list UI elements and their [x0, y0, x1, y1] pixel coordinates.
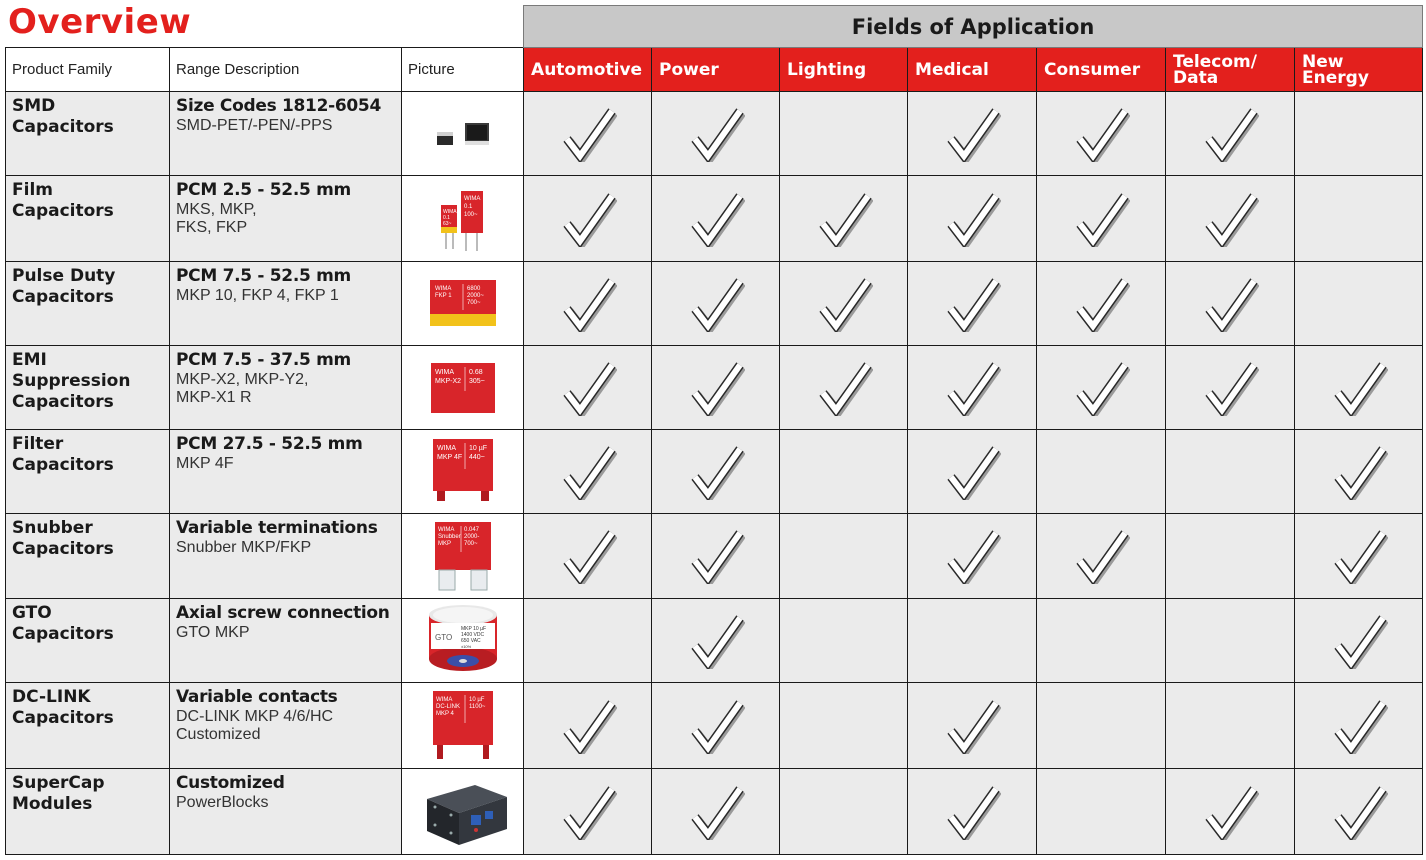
- check-cell: [908, 346, 1037, 430]
- range-title: Variable terminations: [176, 518, 378, 538]
- check-mark-icon: [559, 528, 617, 584]
- check-cell: [652, 430, 780, 514]
- filter-label: 10 µF: [468, 444, 487, 452]
- check-cell: [1166, 176, 1295, 262]
- emi-capacitor-icon: [421, 357, 505, 419]
- product-family-cell: [6, 599, 170, 683]
- dc-link-capacitor-icon: [421, 687, 505, 765]
- check-cell: [780, 514, 908, 599]
- snubber-capacitor-icon: [421, 518, 505, 594]
- snub-label: WIMA: [437, 527, 454, 533]
- filter-label: WIMA: [436, 444, 456, 452]
- check-mark-icon: [1201, 191, 1259, 247]
- range-line: FKS, FKP: [176, 219, 248, 236]
- check-cell: [1037, 346, 1166, 430]
- picture-cell: [402, 514, 524, 599]
- gto-label: GTO: [434, 632, 452, 642]
- pulse-label: 6800: [466, 285, 480, 292]
- range-description-cell: [170, 92, 402, 176]
- check-mark-icon: [687, 106, 745, 162]
- field-label-line: Lighting: [787, 59, 867, 80]
- product-family-cell: [6, 262, 170, 346]
- check-cell: [780, 92, 908, 176]
- gto-capacitor-icon: [421, 603, 505, 679]
- check-cell: [1037, 683, 1166, 769]
- field-power: [652, 48, 780, 92]
- check-cell: [524, 599, 652, 683]
- product-family-cell: [6, 683, 170, 769]
- film-label: 100~: [463, 211, 478, 218]
- picture-cell: [402, 430, 524, 514]
- picture-cell: [402, 92, 524, 176]
- product-family-cell: [6, 430, 170, 514]
- family-line: Filter: [12, 434, 64, 454]
- check-cell: [652, 92, 780, 176]
- range-line: MKP-X2, MKP-Y2,: [176, 371, 309, 388]
- check-mark-icon: [559, 276, 617, 332]
- film-label: 63~: [442, 220, 451, 227]
- family-line: Capacitors: [12, 539, 114, 559]
- dc-label: 10 µF: [468, 696, 484, 703]
- check-cell: [780, 769, 908, 855]
- range-line: MKP 4F: [176, 455, 234, 472]
- check-mark-icon: [687, 528, 745, 584]
- check-mark-icon: [687, 444, 745, 500]
- family-line: Capacitors: [12, 392, 114, 412]
- pulse-label: WIMA: [434, 285, 451, 292]
- range-line: MKS, MKP,: [176, 201, 257, 218]
- check-cell: [908, 769, 1037, 855]
- range-description-cell: [170, 346, 402, 430]
- range-title: PCM 27.5 - 52.5 mm: [176, 434, 363, 454]
- field-lighting: [780, 48, 908, 92]
- check-cell: [1037, 262, 1166, 346]
- film-label: WIMA: [463, 195, 480, 202]
- check-cell: [524, 514, 652, 599]
- check-mark-icon: [687, 613, 745, 669]
- col-product-family: Product Family: [6, 48, 170, 92]
- check-cell: [1037, 430, 1166, 514]
- family-line: SMD: [12, 96, 56, 116]
- check-mark-icon: [687, 784, 745, 840]
- picture-cell: [402, 346, 524, 430]
- family-line: Capacitors: [12, 201, 114, 221]
- check-mark-icon: [559, 784, 617, 840]
- pulse-label: 700~: [466, 299, 481, 306]
- check-mark-icon: [559, 698, 617, 754]
- check-cell: [652, 769, 780, 855]
- check-cell: [524, 92, 652, 176]
- product-family-cell: [6, 92, 170, 176]
- snub-label: 2000-: [463, 534, 479, 540]
- check-mark-icon: [815, 360, 873, 416]
- field-label-line: Telecom/: [1173, 51, 1257, 72]
- table-row: [6, 683, 1423, 769]
- field-label-line: Power: [659, 59, 719, 80]
- check-mark-icon: [687, 191, 745, 247]
- check-mark-icon: [1330, 360, 1388, 416]
- check-cell: [1166, 262, 1295, 346]
- check-cell: [524, 430, 652, 514]
- dc-label: DC-LINK: [435, 703, 460, 710]
- field-telecom-data: [1166, 48, 1295, 92]
- film-capacitors-icon: [423, 183, 503, 255]
- range-description-cell: [170, 430, 402, 514]
- field-automotive: [524, 48, 652, 92]
- check-cell: [1295, 599, 1423, 683]
- check-mark-icon: [1201, 784, 1259, 840]
- check-cell: [1295, 430, 1423, 514]
- range-line: Snubber MKP/FKP: [176, 539, 312, 556]
- field-label-line: Medical: [915, 59, 989, 80]
- emi-label: MKP-X2: [434, 377, 461, 385]
- check-mark-icon: [1201, 106, 1259, 162]
- check-cell: [1166, 346, 1295, 430]
- check-cell: [1166, 430, 1295, 514]
- check-cell: [652, 514, 780, 599]
- range-line: DC-LINK MKP 4/6/HC: [176, 708, 334, 725]
- check-mark-icon: [943, 106, 1001, 162]
- check-cell: [908, 430, 1037, 514]
- check-cell: [524, 262, 652, 346]
- table-row: [6, 769, 1423, 855]
- check-mark-icon: [1330, 444, 1388, 500]
- check-cell: [652, 262, 780, 346]
- picture-cell: [402, 599, 524, 683]
- check-mark-icon: [1330, 528, 1388, 584]
- check-cell: [1037, 769, 1166, 855]
- check-cell: [780, 262, 908, 346]
- family-line: Capacitors: [12, 117, 114, 137]
- picture-cell: [402, 176, 524, 262]
- family-line: EMI: [12, 350, 47, 370]
- range-title: Axial screw connection: [176, 603, 390, 623]
- check-mark-icon: [943, 276, 1001, 332]
- pulse-duty-capacitor-icon: [421, 274, 505, 334]
- check-cell: [780, 683, 908, 769]
- check-cell: [780, 346, 908, 430]
- check-cell: [1166, 514, 1295, 599]
- product-family-cell: [6, 346, 170, 430]
- check-mark-icon: [559, 106, 617, 162]
- family-line: Capacitors: [12, 708, 114, 728]
- emi-label: WIMA: [434, 368, 454, 376]
- family-line: Capacitors: [12, 287, 114, 307]
- family-line: SuperCap: [12, 773, 105, 793]
- check-cell: [1037, 599, 1166, 683]
- overview-table: [5, 5, 1423, 855]
- family-line: Snubber: [12, 518, 93, 538]
- check-cell: [780, 176, 908, 262]
- check-cell: [1037, 176, 1166, 262]
- check-cell: [1295, 176, 1423, 262]
- filter-label: MKP 4F: [436, 453, 462, 461]
- range-line: SMD-PET/-PEN/-PPS: [176, 117, 333, 134]
- field-medical: [908, 48, 1037, 92]
- range-title: Customized: [176, 773, 285, 793]
- check-mark-icon: [815, 276, 873, 332]
- field-label-line: Energy: [1302, 67, 1369, 88]
- family-line: Capacitors: [12, 455, 114, 475]
- check-mark-icon: [1072, 528, 1130, 584]
- check-cell: [780, 599, 908, 683]
- product-family-cell: [6, 514, 170, 599]
- family-line: GTO: [12, 603, 52, 623]
- product-family-cell: [6, 176, 170, 262]
- gto-label: 1400 VDC: [460, 631, 484, 638]
- gto-label: MKP 10 µF: [460, 625, 486, 632]
- film-label: 0.1: [463, 203, 472, 210]
- snub-label: Snubber: [437, 534, 461, 540]
- check-cell: [1295, 683, 1423, 769]
- field-label-line: New: [1302, 51, 1344, 72]
- page-title: Overview: [8, 2, 192, 42]
- check-mark-icon: [1330, 784, 1388, 840]
- range-description-cell: [170, 514, 402, 599]
- check-mark-icon: [687, 276, 745, 332]
- check-cell: [1295, 769, 1423, 855]
- check-cell: [1037, 92, 1166, 176]
- check-cell: [1166, 599, 1295, 683]
- product-family-cell: [6, 769, 170, 855]
- snub-label: 0.047: [463, 527, 479, 533]
- check-mark-icon: [943, 698, 1001, 754]
- check-mark-icon: [943, 528, 1001, 584]
- pulse-label: FKP 1: [434, 292, 452, 299]
- picture-cell: [402, 769, 524, 855]
- range-description-cell: [170, 769, 402, 855]
- snub-label: MKP: [437, 541, 451, 547]
- check-cell: [780, 430, 908, 514]
- family-line: Film: [12, 180, 53, 200]
- range-line: Customized: [176, 726, 261, 743]
- range-line: MKP 10, FKP 4, FKP 1: [176, 287, 339, 304]
- family-line: Suppression: [12, 371, 131, 391]
- check-cell: [1037, 514, 1166, 599]
- dc-label: WIMA: [435, 696, 452, 703]
- family-line: Pulse Duty: [12, 266, 116, 286]
- check-cell: [1166, 683, 1295, 769]
- range-line: GTO MKP: [176, 624, 250, 641]
- check-cell: [908, 176, 1037, 262]
- table-row: [6, 599, 1423, 683]
- check-cell: [1295, 262, 1423, 346]
- range-description-cell: [170, 262, 402, 346]
- check-cell: [908, 262, 1037, 346]
- field-label-line: Data: [1173, 67, 1219, 88]
- check-mark-icon: [1072, 360, 1130, 416]
- range-title: Variable contacts: [176, 687, 338, 707]
- filter-capacitor-icon: [421, 435, 505, 509]
- emi-label: 305~: [468, 377, 485, 385]
- check-mark-icon: [815, 191, 873, 247]
- check-mark-icon: [1201, 360, 1259, 416]
- check-mark-icon: [943, 191, 1001, 247]
- check-cell: [908, 92, 1037, 176]
- check-mark-icon: [943, 784, 1001, 840]
- check-mark-icon: [1072, 191, 1130, 247]
- film-label: WIMA: [442, 208, 457, 215]
- check-mark-icon: [1330, 613, 1388, 669]
- pulse-label: 2000~: [466, 292, 484, 299]
- range-title: PCM 7.5 - 52.5 mm: [176, 266, 351, 286]
- field-label-line: Consumer: [1044, 59, 1141, 80]
- check-cell: [652, 683, 780, 769]
- dc-label: MKP 4: [435, 710, 454, 717]
- smd-chips-icon: [423, 114, 503, 154]
- check-cell: [1166, 92, 1295, 176]
- fields-of-application-header: Fields of Application: [524, 6, 1423, 48]
- check-cell: [1295, 346, 1423, 430]
- picture-cell: [402, 683, 524, 769]
- check-mark-icon: [1201, 276, 1259, 332]
- check-cell: [908, 683, 1037, 769]
- check-cell: [652, 176, 780, 262]
- film-label: 0.1: [442, 214, 450, 221]
- check-cell: [652, 346, 780, 430]
- supercap-module-icon: [413, 775, 513, 849]
- check-mark-icon: [1072, 106, 1130, 162]
- col-range-description: Range Description: [170, 48, 402, 92]
- dc-label: 1100~: [468, 703, 485, 710]
- check-cell: [908, 514, 1037, 599]
- snub-label: 700~: [463, 541, 478, 547]
- check-mark-icon: [1072, 276, 1130, 332]
- check-mark-icon: [559, 191, 617, 247]
- range-line: MKP-X1 R: [176, 389, 252, 406]
- family-line: Capacitors: [12, 624, 114, 644]
- check-cell: [1166, 769, 1295, 855]
- table-row: [6, 430, 1423, 514]
- gto-label: 650 VAC: [460, 637, 481, 644]
- field-consumer: [1037, 48, 1166, 92]
- check-mark-icon: [687, 360, 745, 416]
- check-cell: [524, 769, 652, 855]
- table-row: [6, 514, 1423, 599]
- gto-label: ±10%: [460, 643, 471, 649]
- check-cell: [524, 346, 652, 430]
- check-mark-icon: [687, 698, 745, 754]
- col-picture: Picture: [402, 48, 524, 92]
- range-description-cell: [170, 599, 402, 683]
- check-cell: [524, 176, 652, 262]
- field-label-line: Automotive: [531, 59, 643, 80]
- title-spacer: [6, 6, 524, 48]
- table-row: [6, 262, 1423, 346]
- range-title: Size Codes 1812-6054: [176, 96, 381, 116]
- family-line: DC-LINK: [12, 687, 91, 707]
- check-mark-icon: [1330, 698, 1388, 754]
- picture-cell: [402, 262, 524, 346]
- table-row: [6, 346, 1423, 430]
- check-cell: [1295, 92, 1423, 176]
- check-mark-icon: [943, 360, 1001, 416]
- check-cell: [1295, 514, 1423, 599]
- range-description-cell: [170, 683, 402, 769]
- check-mark-icon: [559, 444, 617, 500]
- column-header-row: [6, 48, 1423, 92]
- table-row: [6, 176, 1423, 262]
- range-title: PCM 7.5 - 37.5 mm: [176, 350, 351, 370]
- table-row: [6, 92, 1423, 176]
- range-title: PCM 2.5 - 52.5 mm: [176, 180, 351, 200]
- check-mark-icon: [559, 360, 617, 416]
- range-description-cell: [170, 176, 402, 262]
- emi-label: 0.68: [468, 368, 483, 376]
- filter-label: 440~: [468, 453, 485, 461]
- check-cell: [524, 683, 652, 769]
- check-cell: [652, 599, 780, 683]
- check-cell: [908, 599, 1037, 683]
- field-new-energy: [1295, 48, 1423, 92]
- range-line: PowerBlocks: [176, 794, 269, 811]
- check-mark-icon: [943, 444, 1001, 500]
- family-line: Modules: [12, 794, 93, 814]
